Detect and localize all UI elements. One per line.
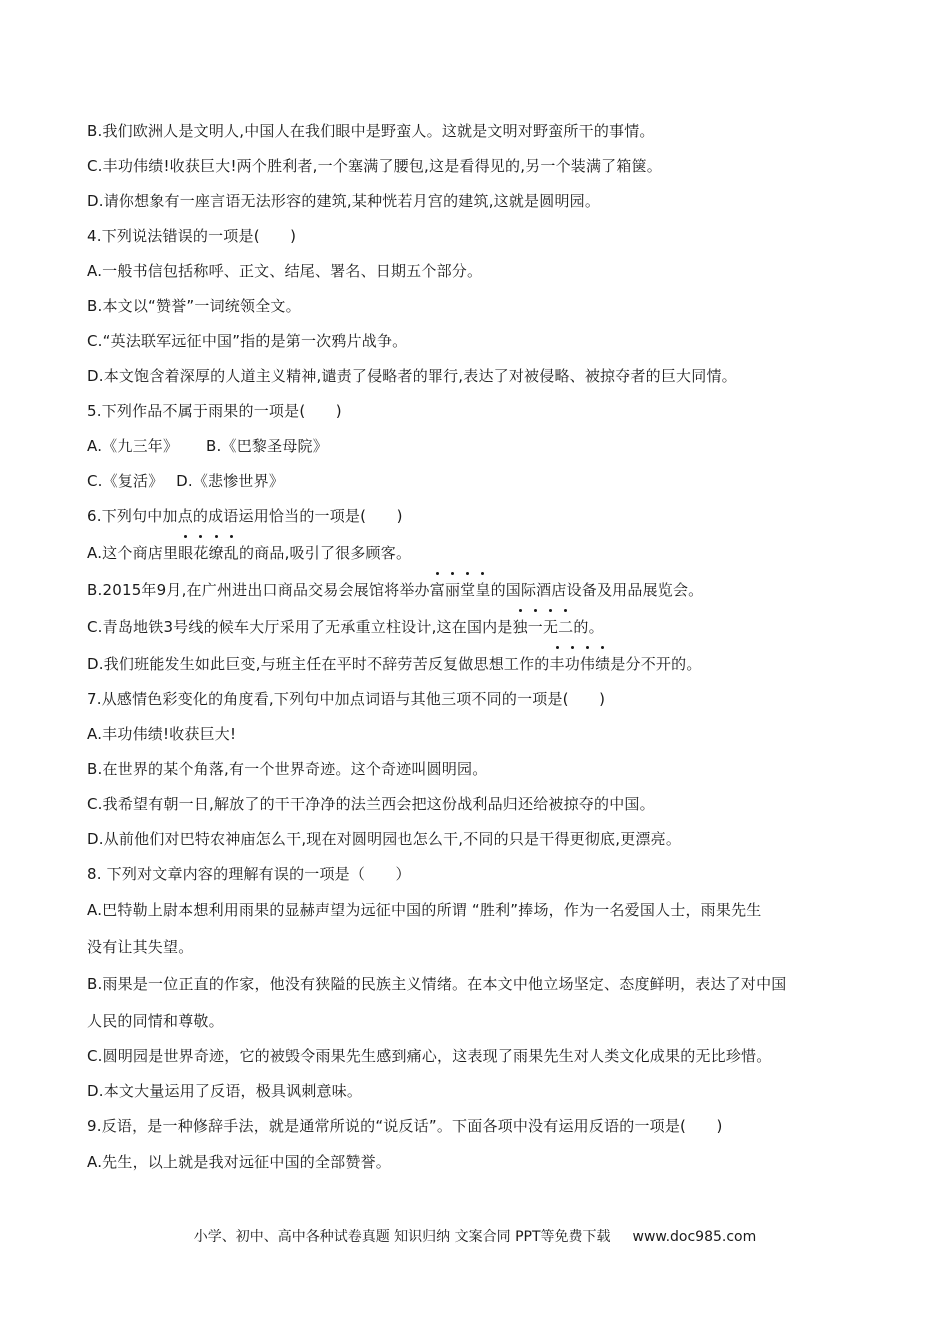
question-5: 5.下列作品不属于雨果的一项是( ) (87, 402, 342, 420)
emphasis-dot-char: 富 (429, 581, 445, 599)
option-9a: A.先生，以上就是我对远征中国的全部赞誉。 (87, 1153, 391, 1171)
emphasis-dot-char: 丽 (444, 581, 461, 599)
footer-text: 小学、初中、高中各种试卷真题 知识归纳 文案合同 PPT等免费下载 (193, 1229, 611, 1245)
option-7b: B.在世界的某个角落,有一个世界奇迹。这个奇迹叫圆明园。 (87, 760, 488, 778)
option-3d: D.请你想象有一座言语无法形容的建筑,某种恍若月宫的建筑,这就是圆明园。 (87, 192, 601, 210)
dotted-idiom (178, 544, 239, 562)
dotted-idiom (550, 655, 611, 673)
emphasis-dot-char: 堂 (460, 581, 476, 599)
option-3c: C.丰功伟绩!收获巨大!两个胜利者,一个塞满了腰包,这是看得见的,另一个装满了箱箧。 (87, 157, 662, 175)
option-text: D.我们班能发生如此巨变,与班主任在平时不辞劳苦反复做思想工作的 (87, 655, 550, 673)
emphasis-dot-char: 无 (542, 618, 559, 636)
option-7c: C.我希望有朝一日,解放了的干干净净的法兰西会把这份战利品归还给被掠夺的中国。 (87, 795, 655, 813)
option-5ab: A.《九三年》 B.《巴黎圣母院》 (87, 437, 328, 455)
emphasis-dot-char: 缭 (208, 544, 224, 562)
emphasis-dot-char: 丰 (549, 655, 565, 673)
question-6: 6.下列句中加点的成语运用恰当的一项是( ) (87, 507, 403, 525)
footer-url[interactable]: www.doc985.com (632, 1229, 757, 1245)
page-footer (0, 1226, 950, 1246)
emphasis-dot-char: 眼 (178, 544, 194, 562)
option-6b (87, 580, 877, 600)
emphasis-dot-char: 独 (512, 618, 528, 636)
option-7a: A.丰功伟绩!收获巨大! (87, 725, 237, 743)
emphasis-dot-char: 伟 (579, 655, 596, 673)
option-8a: A.巴特勒上尉本想利用雨果的显赫声望为远征中国的所谓 “胜利”捧场，作为一名爱国人士，雨果先生 (87, 901, 762, 919)
option-text: B.2015年9月,在广州进出口商品交易会展馆将举办 (87, 581, 430, 599)
option-6d (87, 654, 877, 674)
option-6a (87, 543, 877, 563)
option-4c: C.“英法联军远征中国”指的是第一次鸦片战争。 (87, 332, 408, 350)
option-5cd: C.《复活》 D.《悲惨世界》 (87, 472, 285, 490)
option-text: 的。 (573, 618, 604, 636)
option-4b: B.本文以“赞誉”一词统领全文。 (87, 297, 301, 315)
option-8c: C.圆明园是世界奇迹，它的被毁令雨果先生感到痛心，这表现了雨果先生对人类文化成果的无比珍惜。 (87, 1047, 772, 1065)
emphasis-dot-char: 花 (193, 544, 209, 562)
option-text: 是分不开的。 (610, 655, 702, 673)
emphasis-dot-char: 乱 (223, 544, 239, 562)
question-9: 9.反语，是一种修辞手法，就是通常所说的“说反话”。下面各项中没有运用反语的一项是( ) (87, 1117, 723, 1135)
option-8b-cont: 人民的同情和尊敬。 (87, 1012, 224, 1030)
option-3b: B.我们欧洲人是文明人,中国人在我们眼中是野蛮人。这就是文明对野蛮所干的事情。 (87, 122, 655, 140)
option-8d: D.本文大量运用了反语，极具讽刺意味。 (87, 1082, 363, 1100)
dotted-idiom (513, 618, 574, 636)
question-7: 7.从感情色彩变化的角度看,下列句中加点词语与其他三项不同的一项是( ) (87, 690, 606, 708)
dotted-idiom (430, 581, 491, 599)
option-text: 的国际酒店设备及用品展览会。 (490, 581, 704, 599)
emphasis-dot-char: 一 (527, 618, 543, 636)
option-8a-cont: 没有让其失望。 (87, 938, 194, 956)
emphasis-dot-char: 皇 (475, 581, 491, 599)
question-8: 8. 下列对文章内容的理解有误的一项是（ ） (87, 865, 411, 883)
emphasis-dot-char: 功 (564, 655, 580, 673)
option-text: C.青岛地铁3号线的候车大厅采用了无承重立柱设计,这在国内是 (87, 618, 513, 636)
option-text: 的商品,吸引了很多顾客。 (238, 544, 412, 562)
question-4: 4.下列说法错误的一项是( ) (87, 227, 297, 245)
option-7d: D.从前他们对巴特农神庙怎么干,现在对圆明园也怎么干,不同的只是干得更彻底,更漂亮。 (87, 830, 682, 848)
option-4a: A.一般书信包括称呼、正文、结尾、署名、日期五个部分。 (87, 262, 483, 280)
option-text: A.这个商店里 (87, 544, 179, 562)
option-4d: D.本文饱含着深厚的人道主义精神,谴责了侵略者的罪行,表达了对被侵略、被掠夺者的巨大同情。 (87, 367, 737, 385)
emphasis-dot-char: 绩 (595, 655, 611, 673)
emphasis-dot-char: 二 (558, 618, 574, 636)
option-6c (87, 617, 877, 637)
option-8b: B.雨果是一位正直的作家，他没有狭隘的民族主义情绪。在本文中他立场坚定、态度鲜明，表达了对中国 (87, 975, 787, 993)
